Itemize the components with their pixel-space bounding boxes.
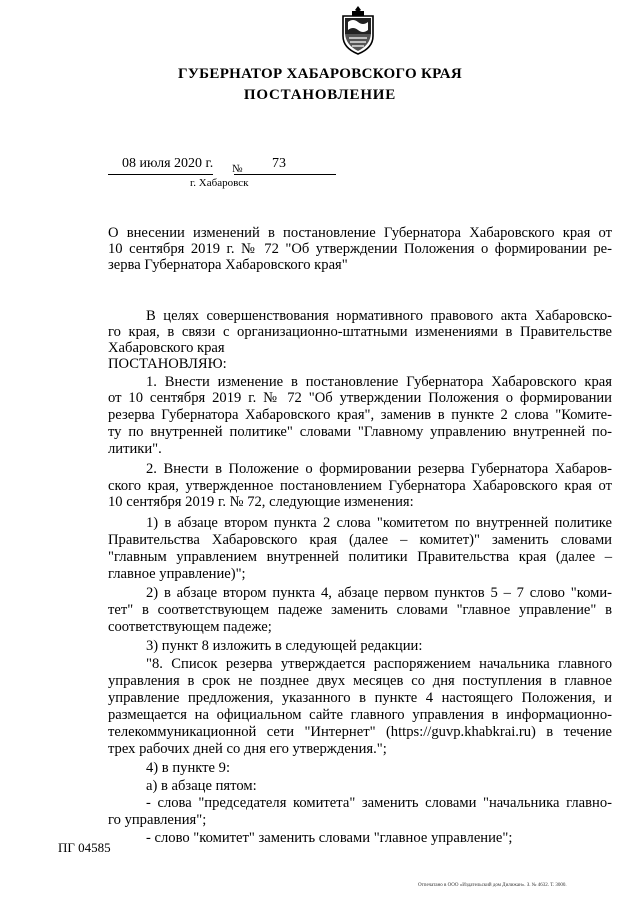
body-line: 2. Внести в Положение о формировании резерва Губернатора Хабаров- bbox=[146, 461, 612, 477]
number-underline bbox=[234, 174, 336, 175]
body-line: Правительства Хабаровского края (далее – комитет)" заменить словами bbox=[108, 532, 612, 548]
body-line: го края, в связи с организационно-штатными изменениями в Правительстве bbox=[108, 324, 612, 340]
body-line: го управления"; bbox=[108, 812, 207, 828]
body-line: резерва Губернатора Хабаровского края", заменив в пункте 2 слова "Комите- bbox=[108, 407, 612, 423]
body-line: 1) в абзаце втором пункта 2 слова "комитетом по внутренней политике bbox=[146, 515, 612, 531]
body-line: соответствующем падеже; bbox=[108, 619, 272, 635]
body-line: 4) в пункте 9: bbox=[146, 760, 231, 776]
body-line: - слова "председателя комитета" заменить словами "начальника главно- bbox=[146, 795, 612, 811]
body-line: а) в абзаце пятом: bbox=[146, 778, 257, 794]
body-line: - слово "комитет" заменить словами "главное управление"; bbox=[146, 830, 513, 846]
subject-line: О внесении изменений в постановление Губернатора Хабаровского края от bbox=[108, 225, 612, 241]
body-line: ту по внутренней политике" словами "Главному управлению внутренней по- bbox=[108, 424, 612, 440]
body-line: ского края, утвержденное постановлением Губернатора Хабаровского края от bbox=[108, 478, 612, 494]
body-line: литики". bbox=[108, 441, 162, 457]
document-type: ПОСТАНОВЛЕНИЕ bbox=[243, 87, 397, 103]
body-line: тет" в соответствующем падеже заменить словами "главное управление" в bbox=[108, 602, 612, 618]
document-date: 08 июля 2020 г. bbox=[122, 156, 214, 171]
body-line: Хабаровского края bbox=[108, 340, 225, 356]
body-line: размещается на официальном сайте главного управления в информационно- bbox=[108, 707, 612, 723]
body-line: трех рабочих дней со дня его утверждения."; bbox=[108, 741, 387, 757]
body-line: управление предложения, указанного в пункте 4 настоящего Положения, и bbox=[108, 690, 612, 706]
number-label: № bbox=[232, 163, 243, 175]
subject-line: 10 сентября 2019 г. № 72 "Об утверждении Положения о формировании ре- bbox=[108, 241, 612, 257]
body-line: 10 сентября 2019 г. № 72, следующие изменения: bbox=[108, 494, 414, 510]
body-line: телекоммуникационной сети "Интернет" (https://guvp.khabkrai.ru) в течение bbox=[108, 724, 612, 740]
body-line: 3) пункт 8 изложить в следующей редакции: bbox=[146, 638, 423, 654]
printer-imprint: Отпечатано в ООО «Издательский дом Дилижан». З. № 4632. Т. 3000. bbox=[418, 883, 567, 888]
date-underline bbox=[108, 174, 213, 175]
body-line: "8. Список резерва утверждается распоряжением начальника главного bbox=[146, 656, 612, 672]
body-line: "главным управлением внутренней политики Правительства края (далее – bbox=[108, 549, 612, 565]
body-line: 2) в абзаце втором пункта 4, абзаце первом пунктов 5 – 7 слово "коми- bbox=[146, 585, 612, 601]
document-number: 73 bbox=[272, 156, 286, 171]
subject-line: зерва Губернатора Хабаровского края" bbox=[108, 257, 348, 273]
issuer-title: ГУБЕРНАТОР ХАБАРОВСКОГО КРАЯ bbox=[178, 66, 462, 82]
body-line: от 10 сентября 2019 г. № 72 "Об утверждении Положения о формировании bbox=[108, 390, 612, 406]
coat-of-arms-emblem bbox=[339, 4, 377, 56]
document-city: г. Хабаровск bbox=[190, 177, 249, 189]
body-line: управления в срок не позднее двух месяцев со дня поступления в главное bbox=[108, 673, 612, 689]
body-line: 1. Внести изменение в постановление Губернатора Хабаровского края bbox=[146, 374, 612, 390]
resolution-keyword: ПОСТАНОВЛЯЮ: bbox=[108, 356, 227, 372]
document-code: ПГ 04585 bbox=[58, 840, 111, 855]
body-line: главное управление)"; bbox=[108, 566, 246, 582]
body-line: В целях совершенствования нормативного правового акта Хабаровско- bbox=[146, 308, 612, 324]
